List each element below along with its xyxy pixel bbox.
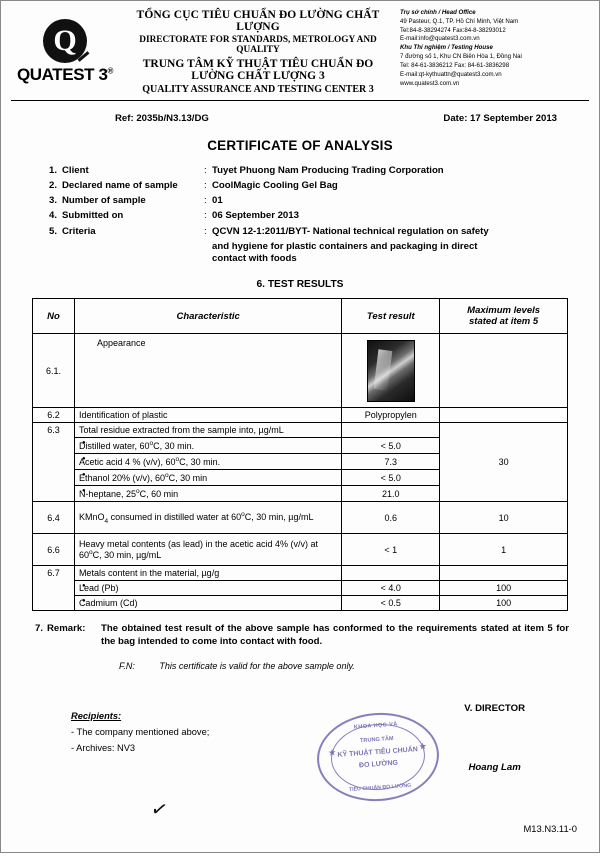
logo-q-icon: [43, 19, 87, 63]
cell-result: < 5.0: [342, 470, 440, 486]
handwritten-mark: ✓: [148, 797, 170, 823]
testing-house-email: E-mail:qt-kythuattn@quatest3.com.vn: [400, 70, 502, 78]
cell-max: [440, 408, 568, 423]
cell-characteristic: Identification of plastic: [74, 408, 341, 423]
table-row: [33, 596, 568, 611]
stamp-star-left-icon: ★: [328, 747, 337, 758]
testing-house-tel: Tel: 84-61-3836212 Fax: 84-61-3836298: [400, 61, 510, 69]
th-no: No: [33, 299, 75, 334]
info-number: 2.: [49, 180, 58, 192]
info-number: 5.: [49, 225, 58, 237]
info-value: CoolMagic Cooling Gel Bag: [212, 180, 338, 192]
cell-characteristic: Metals content in the material, µg/g: [74, 566, 341, 581]
cell-result: 7.3: [342, 454, 440, 470]
recipient-item: - The company mentioned above;: [71, 726, 210, 737]
cell-characteristic-text: Ethanol 20% (v/v), 60$^o$C, 30 min: [78, 472, 208, 484]
th-characteristic: Characteristic: [74, 299, 341, 334]
ref-date-line: [37, 113, 563, 124]
info-colon: :: [204, 225, 207, 237]
cell-characteristic: [74, 486, 341, 502]
cell-no: 6.7: [33, 566, 75, 611]
info-value: QCVN 12-1:2011/BYT- National technical regulation on safety: [212, 225, 489, 237]
stamp-line-3: KỸ THUẬT TIÊU CHUẨN: [337, 746, 419, 759]
cell-characteristic: [74, 596, 341, 611]
quatest-logo: [9, 7, 121, 95]
recipient-item: - Archives: NV3: [71, 742, 136, 753]
cell-result: 21.0: [342, 486, 440, 502]
head-office-title: Trụ sở chính / Head Office: [400, 9, 476, 16]
stamp-star-right-icon: ★: [418, 741, 427, 752]
header-titles: [121, 7, 395, 95]
cell-characteristic-text: Cadmium (Cd): [78, 598, 138, 609]
head-office-tel: Tel:84-8-38294274 Fax:84-8-38293012: [400, 26, 506, 34]
info-row-sample-name: [49, 180, 579, 193]
table-row: [33, 566, 568, 581]
remark-block: [31, 623, 569, 649]
cell-max: 30: [440, 423, 568, 502]
th-max-line1: Maximum levels: [467, 305, 541, 317]
stamp-line-5: TIÊU CHUẨN ĐO LƯỜNG: [348, 782, 412, 794]
head-office-email: E-mail:info@quatest3.com.vn: [400, 35, 480, 43]
info-value: Tuyet Phuong Nam Producing Trading Corporation: [212, 165, 444, 176]
stamp-line-1: KHOA HỌC VÀ: [353, 721, 398, 731]
info-number: 4.: [49, 210, 58, 222]
footnote-block: [119, 661, 599, 671]
testing-house-address: 7 đường số 1, Khu CN Biên Hòa 1, Đồng Nai: [400, 53, 522, 61]
criteria-continuation-1: and hygiene for plastic containers and packaging in direct: [212, 240, 478, 252]
th-max-line2: stated at item 5: [469, 316, 539, 328]
info-value: 06 September 2013: [212, 210, 299, 222]
cell-max: 1: [440, 534, 568, 566]
table-row: [33, 408, 568, 423]
cell-characteristic: Appearance: [74, 334, 341, 408]
cell-no: 6.1.: [33, 334, 75, 408]
info-label: Criteria: [62, 225, 96, 237]
document-header: [1, 1, 599, 97]
cell-characteristic-text: Lead (Pb): [78, 583, 119, 594]
table-row: [33, 334, 568, 408]
website: www.quatest3.com.vn: [400, 79, 460, 87]
issue-date: Date: 17 September 2013: [443, 113, 557, 124]
info-row-submitted: [49, 210, 579, 223]
th-maximum-levels: [440, 299, 568, 334]
section-title-test-results: 6. TEST RESULTS: [256, 279, 344, 291]
info-label: Client: [62, 165, 89, 176]
info-colon: :: [204, 210, 207, 222]
info-row-client: [49, 165, 579, 178]
table-row: [33, 534, 568, 566]
cell-no: 6.2: [33, 408, 75, 423]
cell-no: 6.6: [33, 534, 75, 566]
stamp-line-4: ĐO LƯỜNG: [358, 759, 399, 770]
cell-result: 0.6: [342, 502, 440, 534]
remark-label: Remark:: [47, 623, 86, 635]
info-colon: :: [204, 195, 207, 207]
table-row: [33, 581, 568, 596]
cell-result: < 0.5: [342, 596, 440, 611]
criteria-continuation-2: contact with foods: [212, 253, 297, 265]
cell-characteristic: [74, 581, 341, 596]
cell-max: [440, 566, 568, 581]
cell-characteristic-text: Acetic acid 4 % (v/v), 60$^o$C, 30 min.: [78, 456, 221, 468]
signer-role: V. DIRECTOR: [464, 702, 525, 714]
registered-mark: ®: [107, 66, 114, 76]
cell-characteristic-text: N-heptane, 25$^o$C, 60 min: [78, 488, 179, 500]
remark-number: 7.: [34, 623, 43, 635]
test-results-table: [32, 298, 568, 611]
client-info-list: [1, 165, 599, 266]
cell-result: < 4.0: [342, 581, 440, 596]
cell-result: [342, 566, 440, 581]
cell-no: 6.3: [33, 423, 75, 502]
header-line-4: QUALITY ASSURANCE AND TESTING CENTER 3: [142, 84, 374, 95]
cell-result: Polypropylen: [342, 408, 440, 423]
cell-max: 100: [440, 596, 568, 611]
official-stamp: [314, 709, 442, 805]
cell-characteristic: KMnO$_4$ consumed in distilled water at 60$^o$C, 30 min, µg/mL: [74, 502, 341, 534]
info-number: 1.: [49, 165, 58, 176]
info-label: Declared name of sample: [62, 180, 178, 192]
signer-name: Hoang Lam: [468, 761, 521, 773]
header-divider: [11, 100, 589, 101]
cell-characteristic: [74, 438, 341, 454]
document-form-code: M13.N3.11-0: [523, 823, 577, 834]
stamp-line-2: TRUNG TÂM: [359, 735, 394, 745]
cell-characteristic: Total residue extracted from the sample into, µg/mL: [74, 423, 341, 438]
table-header-row: [33, 299, 568, 334]
cell-max: [440, 334, 568, 408]
cell-characteristic: [74, 454, 341, 470]
info-colon: :: [204, 165, 207, 176]
header-line-2: DIRECTORATE FOR STANDARDS, METROLOGY AND QUALITY: [139, 35, 377, 55]
head-office-address: 49 Pasteur, Q.1, TP. Hồ Chí Minh, Việt Nam: [400, 17, 519, 25]
header-line-1: TỔNG CỤC TIÊU CHUẨN ĐO LƯỜNG CHẤT LƯỢNG: [136, 9, 380, 33]
header-line-3: TRUNG TÂM KỸ THUẬT TIÊU CHUẨN ĐO LƯỜNG CHẤT LƯỢNG 3: [142, 58, 374, 82]
header-contact-block: [395, 7, 591, 95]
signature-block: [464, 703, 525, 773]
table-row: [33, 502, 568, 534]
recipients-title: Recipients:: [71, 710, 122, 721]
cell-characteristic-text: Distilled water, 60$^o$C, 30 min.: [78, 440, 195, 452]
recipients-block: [71, 709, 209, 756]
cell-characteristic: Heavy metal contents (as lead) in the acetic acid 4% (v/v) at 60$^o$C, 30 min, µg/mL: [74, 534, 341, 566]
th-test-result: Test result: [342, 299, 440, 334]
info-label: Number of sample: [62, 195, 146, 207]
sample-photo: [367, 340, 415, 402]
cell-max: 100: [440, 581, 568, 596]
logo-wordmark: QUATEST 3®: [16, 65, 114, 84]
reference-number: Ref: 2035b/N3.13/DG: [115, 113, 209, 124]
testing-house-title: Khu Thí nghiệm / Testing House: [400, 44, 493, 52]
info-row-criteria: [49, 226, 579, 239]
cell-no: 6.4: [33, 502, 75, 534]
info-number: 3.: [49, 195, 58, 207]
info-colon: :: [204, 180, 207, 192]
info-value: 01: [212, 195, 223, 207]
cell-max: 10: [440, 502, 568, 534]
cell-sample-image: [342, 334, 440, 408]
remark-text: The obtained test result of the above sample has conformed to the requirements stated at item 5 for the bag intended to come into contact with food.: [101, 623, 569, 648]
page-title: CERTIFICATE OF ANALYSIS: [207, 138, 393, 153]
footnote-text: This certificate is valid for the above sample only.: [159, 660, 355, 671]
info-row-sample-count: [49, 195, 579, 208]
logo-letter: Q: [53, 24, 77, 57]
table-row: [33, 423, 568, 438]
cell-result: < 5.0: [342, 438, 440, 454]
signature-area: [1, 702, 599, 859]
footnote-label: F.N:: [119, 660, 135, 671]
info-label: Submitted on: [62, 210, 124, 222]
cell-result: < 1: [342, 534, 440, 566]
cell-result: [342, 423, 440, 438]
cell-characteristic: [74, 470, 341, 486]
